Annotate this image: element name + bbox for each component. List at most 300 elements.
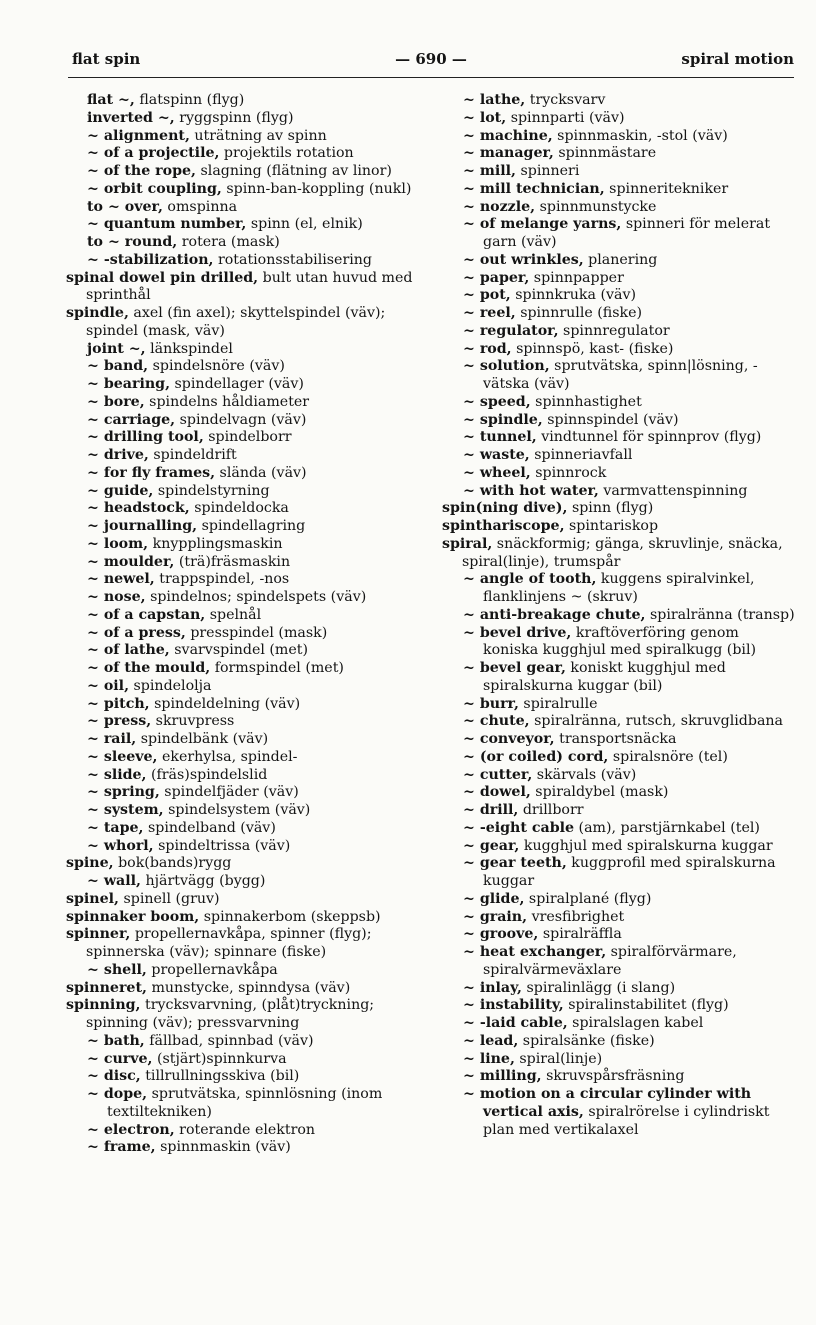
entry-definition: spinnparti (väv) bbox=[506, 109, 625, 126]
entry-headword: bath, bbox=[103, 1032, 145, 1049]
entry-prefix: ~ bbox=[463, 127, 480, 144]
entry-definition: spelnål bbox=[205, 606, 262, 623]
entry-definition: trappspindel, -nos bbox=[154, 571, 290, 588]
dictionary-entry bbox=[87, 571, 418, 589]
entry-prefix: ~ bbox=[463, 624, 480, 641]
dictionary-entry bbox=[87, 589, 418, 607]
entry-definition: spiralsänke (fiske) bbox=[518, 1032, 655, 1049]
entry-definition: ekerhylsa, spindel- bbox=[157, 748, 298, 765]
entry-definition: transportsnäcka bbox=[554, 731, 677, 747]
entry-headword: conveyor, bbox=[479, 731, 555, 747]
dictionary-entry bbox=[66, 305, 418, 341]
entry-headword: for fly frames, bbox=[103, 464, 216, 481]
dictionary-entry bbox=[87, 660, 418, 678]
entry-prefix: ~ bbox=[87, 1121, 104, 1138]
dictionary-entry bbox=[87, 199, 418, 217]
entry-prefix: ~ bbox=[463, 997, 480, 1014]
dictionary-entry bbox=[87, 447, 418, 465]
dictionary-entry bbox=[87, 749, 418, 767]
entry-definition: knypplingsmaskin bbox=[148, 535, 283, 552]
entry-headword: bore, bbox=[103, 393, 145, 410]
entry-definition: projektils rotation bbox=[219, 145, 354, 162]
entry-prefix: ~ bbox=[87, 731, 104, 747]
dictionary-entry bbox=[463, 625, 796, 661]
entry-prefix: ~ bbox=[87, 163, 104, 179]
dictionary-entry bbox=[87, 483, 418, 501]
entry-definition: spintariskop bbox=[564, 518, 659, 534]
entry-headword: tape, bbox=[103, 819, 144, 836]
entry-definition: trycksvarv bbox=[525, 92, 606, 108]
dictionary-entry bbox=[87, 341, 418, 359]
entry-definition: trycksvarvning, (plåt)tryckning; spinning (väv); pressvarvning bbox=[86, 997, 375, 1031]
entry-prefix: ~ bbox=[463, 695, 480, 712]
dictionary-entry bbox=[463, 287, 796, 305]
entry-headword: paper, bbox=[479, 269, 530, 286]
entry-headword: spinning, bbox=[66, 997, 141, 1014]
dictionary-entry bbox=[442, 518, 796, 536]
dictionary-entry bbox=[87, 802, 418, 820]
entry-definition: kraftöverföring genom koniska kugghjul med spiralkugg (bil) bbox=[483, 624, 757, 659]
entry-definition: spindelolja bbox=[129, 677, 212, 694]
entry-prefix: ~ bbox=[463, 145, 480, 162]
entry-definition: spiralränna, rutsch, skruvglidbana bbox=[529, 713, 783, 730]
entry-headword: rail, bbox=[103, 731, 137, 747]
dictionary-entry bbox=[463, 358, 796, 394]
entry-prefix: ~ bbox=[87, 589, 104, 605]
dictionary-entry bbox=[87, 554, 418, 572]
dictionary-entry bbox=[87, 394, 418, 412]
dictionary-entry bbox=[463, 447, 796, 465]
entry-definition: hjärtvägg (bygg) bbox=[140, 873, 266, 889]
entry-headword: spin(ning dive), bbox=[442, 500, 568, 517]
dictionary-entry bbox=[463, 252, 796, 270]
dictionary-entry bbox=[66, 909, 418, 927]
entry-prefix: ~ bbox=[463, 322, 480, 339]
dictionary-entry bbox=[87, 1033, 418, 1051]
entry-definition: rotera (mask) bbox=[177, 234, 280, 250]
entry-headword: electron, bbox=[103, 1121, 175, 1138]
entry-definition: spindelbänk (väv) bbox=[136, 731, 269, 747]
dictionary-entry bbox=[463, 855, 796, 891]
entry-definition: vresfibrighet bbox=[527, 908, 625, 925]
dictionary-entry bbox=[463, 891, 796, 909]
entry-prefix: ~ bbox=[87, 873, 104, 889]
entry-definition: spiral(linje) bbox=[514, 1050, 603, 1067]
entry-definition: spindelsnöre (väv) bbox=[148, 358, 285, 375]
dictionary-entry bbox=[87, 234, 418, 252]
entry-headword: loom, bbox=[103, 535, 149, 552]
entry-headword: flat ~, bbox=[87, 92, 135, 108]
entry-definition: spindelsystem (väv) bbox=[163, 802, 311, 818]
entry-prefix: ~ bbox=[87, 571, 104, 588]
entry-prefix: ~ bbox=[463, 890, 480, 907]
dictionary-entry bbox=[463, 731, 796, 749]
entry-headword: dowel, bbox=[479, 784, 531, 801]
entry-prefix: ~ bbox=[463, 393, 480, 410]
entry-prefix: ~ bbox=[463, 1086, 480, 1102]
dictionary-entry bbox=[87, 1068, 418, 1086]
entry-definition: (trä)fräsmaskin bbox=[174, 553, 291, 570]
entry-prefix: ~ bbox=[87, 411, 104, 428]
entry-definition: drillborr bbox=[518, 802, 584, 818]
entry-definition: spinn (el, elnik) bbox=[246, 216, 363, 233]
dictionary-entry bbox=[87, 784, 418, 802]
dictionary-entry bbox=[463, 1068, 796, 1086]
entry-definition: flatspinn (flyg) bbox=[134, 92, 245, 108]
entry-prefix: ~ bbox=[463, 979, 480, 996]
entry-definition: snäckformig; gänga, skruvlinje, snäcka, spiral(linje), trumspår bbox=[462, 535, 783, 570]
entry-definition: spiralplané (flyg) bbox=[524, 890, 652, 907]
entry-definition: spinnakerbom (skeppsb) bbox=[199, 908, 381, 925]
dictionary-entry bbox=[87, 465, 418, 483]
entry-definition: spindeldelning (väv) bbox=[149, 695, 301, 712]
entry-prefix: ~ bbox=[463, 571, 480, 588]
entry-headword: spine, bbox=[66, 855, 114, 872]
entry-definition: spindeldrift bbox=[148, 447, 237, 463]
entry-headword: of lathe, bbox=[103, 642, 170, 659]
entry-definition: spinn (flyg) bbox=[567, 500, 654, 517]
entry-headword: round, bbox=[124, 234, 178, 250]
entry-headword: burr, bbox=[479, 695, 519, 712]
dictionary-entry bbox=[66, 891, 418, 909]
entry-definition: spinnspö, kast- (fiske) bbox=[511, 340, 674, 357]
dictionary-entry bbox=[463, 784, 796, 802]
entry-prefix: ~ bbox=[463, 251, 480, 268]
dictionary-entry bbox=[463, 92, 796, 110]
entry-prefix: ~ bbox=[463, 926, 480, 943]
entry-definition: sprutvätska, spinn|lösning, -vätska (väv) bbox=[483, 358, 758, 392]
entry-headword: of melange yarns, bbox=[479, 216, 622, 233]
entry-headword: nozzle, bbox=[479, 198, 536, 215]
entry-prefix: ~ bbox=[463, 429, 480, 446]
entry-prefix: ~ bbox=[463, 180, 480, 197]
entry-definition: spinn-ban-koppling (nukl) bbox=[221, 180, 412, 197]
dictionary-entry bbox=[463, 145, 796, 163]
entry-headword: -stabilization, bbox=[103, 251, 214, 268]
entry-definition: planering bbox=[583, 251, 658, 268]
entry-headword: alignment, bbox=[103, 127, 190, 144]
entry-prefix: ~ bbox=[87, 145, 104, 162]
entry-headword: curve, bbox=[103, 1050, 153, 1067]
entry-headword: machine, bbox=[479, 127, 553, 144]
dictionary-entry bbox=[463, 128, 796, 146]
entry-prefix: ~ bbox=[463, 305, 480, 321]
dictionary-entry bbox=[87, 92, 418, 110]
entry-headword: gear, bbox=[479, 837, 520, 854]
entry-headword: shell, bbox=[103, 961, 147, 978]
dictionary-entry bbox=[463, 394, 796, 412]
dictionary-entry bbox=[463, 341, 796, 359]
entry-headword: reel, bbox=[479, 305, 516, 321]
entry-headword: quantum number, bbox=[103, 216, 247, 233]
entry-headword: of a projectile, bbox=[103, 145, 220, 162]
entry-headword: oil, bbox=[103, 677, 130, 694]
entry-definition: spindeldocka bbox=[189, 500, 289, 517]
entry-definition: spiralinstabilitet (flyg) bbox=[563, 997, 729, 1014]
dictionary-entry bbox=[66, 855, 418, 873]
entry-headword: angle of tooth, bbox=[479, 571, 597, 588]
entry-definition: spinnspindel (väv) bbox=[542, 411, 679, 428]
entry-headword: spindle, bbox=[479, 411, 543, 428]
entry-definition: spiralslagen kabel bbox=[567, 1015, 704, 1031]
dictionary-entry bbox=[463, 465, 796, 483]
entry-prefix: ~ bbox=[463, 1050, 480, 1067]
dictionary-entry bbox=[66, 997, 418, 1033]
entry-headword: whorl, bbox=[103, 837, 154, 854]
entry-prefix: ~ bbox=[87, 1068, 104, 1085]
entry-definition: rotationsstabilisering bbox=[213, 251, 372, 268]
entry-prefix: ~ bbox=[463, 908, 480, 925]
entry-definition: varmvattenspinning bbox=[598, 482, 748, 499]
entry-definition: spindelband (väv) bbox=[143, 819, 276, 836]
entry-headword: (or coiled) cord, bbox=[479, 748, 609, 765]
entry-headword: drive, bbox=[103, 447, 149, 463]
dictionary-entry bbox=[87, 625, 418, 643]
entry-headword: anti-breakage chute, bbox=[479, 606, 646, 623]
entry-prefix: ~ bbox=[463, 802, 480, 818]
page-header bbox=[68, 50, 794, 74]
entry-definition: uträtning av spinn bbox=[189, 127, 327, 144]
dictionary-entry bbox=[87, 642, 418, 660]
entry-prefix: ~ bbox=[87, 606, 104, 623]
dictionary-entry bbox=[87, 518, 418, 536]
entry-prefix: ~ bbox=[463, 819, 480, 836]
entry-definition: slända (väv) bbox=[215, 464, 307, 481]
entry-definition: spindelstyrning bbox=[153, 482, 270, 499]
entry-prefix: ~ bbox=[87, 748, 104, 765]
dictionary-entry bbox=[442, 500, 796, 518]
entry-headword: groove, bbox=[479, 926, 539, 943]
entry-prefix: ~ bbox=[87, 802, 104, 818]
entry-headword: motion on a circular cylinder with vertical axis, bbox=[479, 1086, 752, 1120]
entry-headword: journalling, bbox=[103, 518, 198, 534]
entry-definition: munstycke, spinndysa (väv) bbox=[146, 979, 351, 996]
entry-headword: waste, bbox=[479, 447, 530, 463]
dictionary-entry bbox=[463, 110, 796, 128]
entry-headword: chute, bbox=[479, 713, 530, 730]
dictionary-entry bbox=[463, 749, 796, 767]
entry-prefix: ~ bbox=[463, 198, 480, 215]
dictionary-entry bbox=[87, 1051, 418, 1069]
entry-prefix: ~ bbox=[463, 660, 480, 676]
entry-prefix: ~ bbox=[87, 784, 104, 801]
entry-definition: spinnmunstycke bbox=[535, 198, 657, 215]
entry-definition: spiralrörelse i cylindriskt plan med vertikalaxel bbox=[483, 1103, 770, 1138]
dictionary-entry bbox=[463, 571, 796, 607]
entry-prefix: ~ bbox=[87, 447, 104, 463]
entry-definition: formspindel (met) bbox=[210, 660, 344, 676]
dictionary-entry bbox=[463, 767, 796, 785]
dictionary-entry bbox=[87, 1122, 418, 1140]
dictionary-entry bbox=[463, 802, 796, 820]
entry-headword: of a press, bbox=[103, 624, 186, 641]
entry-headword: press, bbox=[103, 713, 152, 730]
entry-headword: manager, bbox=[479, 145, 554, 162]
entry-headword: moulder, bbox=[103, 553, 175, 570]
dictionary-entry bbox=[66, 926, 418, 962]
left-column bbox=[66, 92, 418, 1157]
dictionary-entry bbox=[87, 607, 418, 625]
entry-headword: spinel, bbox=[66, 890, 119, 907]
entry-definition: spinell (gruv) bbox=[118, 890, 220, 907]
running-head-left: flat spin bbox=[72, 50, 141, 68]
entry-headword: inverted ~, bbox=[87, 109, 175, 126]
entry-definition: spinnrulle (fiske) bbox=[515, 305, 643, 321]
entry-definition: tillrullningsskiva (bil) bbox=[140, 1068, 300, 1085]
dictionary-entry bbox=[87, 1086, 418, 1122]
entry-definition: kuggprofil med spiralskurna kuggar bbox=[483, 855, 776, 889]
entry-prefix: ~ bbox=[87, 358, 104, 375]
entry-headword: lead, bbox=[479, 1032, 519, 1049]
entry-headword: spinthariscope, bbox=[442, 518, 565, 534]
entry-headword: wall, bbox=[103, 873, 141, 889]
entry-headword: system, bbox=[103, 802, 164, 818]
entry-definition: spinneriavfall bbox=[529, 447, 633, 463]
entry-headword: tunnel, bbox=[479, 429, 537, 446]
dictionary-entry bbox=[87, 145, 418, 163]
entry-headword: drill, bbox=[479, 802, 519, 818]
entry-headword: spindle, bbox=[66, 305, 129, 321]
entry-prefix: ~ bbox=[463, 713, 480, 730]
entry-prefix: ~ bbox=[463, 1015, 480, 1031]
entry-definition: spinnhastighet bbox=[530, 393, 642, 410]
entry-headword: spinner, bbox=[66, 926, 131, 943]
dictionary-entry bbox=[87, 696, 418, 714]
entry-headword: disc, bbox=[103, 1068, 141, 1085]
entry-prefix: ~ bbox=[463, 482, 480, 499]
entry-prefix: ~ bbox=[463, 837, 480, 854]
entry-definition: propellernavkåpa, spinner (flyg); spinnerska (väv); spinnare (fiske) bbox=[86, 926, 372, 960]
entry-definition: spiralräffla bbox=[538, 926, 622, 943]
entry-headword: of the rope, bbox=[103, 163, 196, 179]
entry-headword: glide, bbox=[479, 890, 525, 907]
entry-definition: slagning (flätning av linor) bbox=[196, 163, 392, 179]
entry-definition: (fräs)spindelslid bbox=[146, 766, 268, 783]
entry-prefix: ~ bbox=[463, 340, 480, 357]
entry-definition: spinnregulator bbox=[558, 322, 670, 339]
dictionary-entry bbox=[463, 696, 796, 714]
entry-headword: slide, bbox=[103, 766, 147, 783]
entry-prefix: ~ bbox=[87, 677, 104, 694]
entry-headword: solution, bbox=[479, 358, 550, 375]
entry-prefix: ~ bbox=[87, 1139, 104, 1156]
entry-prefix: ~ bbox=[463, 784, 480, 801]
entry-prefix: to ~ bbox=[87, 198, 125, 215]
entry-prefix: ~ bbox=[87, 518, 104, 534]
entry-headword: mill technician, bbox=[479, 180, 605, 197]
entry-headword: instability, bbox=[479, 997, 564, 1014]
entry-headword: lot, bbox=[479, 109, 507, 126]
entry-prefix: ~ bbox=[463, 447, 480, 463]
entry-headword: regulator, bbox=[479, 322, 559, 339]
entry-definition: vindtunnel för spinnprov (flyg) bbox=[536, 429, 762, 446]
dictionary-entry bbox=[87, 252, 418, 270]
entry-definition: spinnmästare bbox=[553, 145, 657, 162]
entry-headword: newel, bbox=[103, 571, 155, 588]
entry-definition: (am), parstjärnkabel (tel) bbox=[574, 819, 760, 836]
dictionary-entry bbox=[463, 1015, 796, 1033]
dictionary-entry bbox=[442, 536, 796, 572]
entry-headword: -eight cable bbox=[479, 819, 575, 836]
entry-prefix: ~ bbox=[463, 464, 480, 481]
dictionary-entry bbox=[463, 909, 796, 927]
dictionary-entry bbox=[87, 731, 418, 749]
dictionary-entry bbox=[463, 181, 796, 199]
entry-prefix: ~ bbox=[87, 429, 104, 446]
entry-prefix: ~ bbox=[87, 819, 104, 836]
entry-prefix: ~ bbox=[87, 961, 104, 978]
dictionary-entry bbox=[87, 163, 418, 181]
entry-definition: spinnmaskin (väv) bbox=[155, 1139, 291, 1156]
dictionary-entry bbox=[66, 980, 418, 998]
entry-prefix: ~ bbox=[87, 251, 104, 268]
dictionary-entry bbox=[463, 607, 796, 625]
dictionary-entry bbox=[87, 873, 418, 891]
entry-headword: sleeve, bbox=[103, 748, 158, 765]
entry-prefix: ~ bbox=[463, 269, 480, 286]
entry-headword: with hot water, bbox=[479, 482, 599, 499]
entry-headword: carriage, bbox=[103, 411, 176, 428]
entry-definition: omspinna bbox=[162, 198, 238, 215]
entry-headword: headstock, bbox=[103, 500, 190, 517]
dictionary-entry bbox=[463, 838, 796, 856]
entry-headword: spinnaker boom, bbox=[66, 908, 200, 925]
running-head-right: spiral motion bbox=[681, 50, 794, 68]
dictionary-entry bbox=[463, 660, 796, 696]
entry-definition: fällbad, spinnbad (väv) bbox=[144, 1032, 314, 1049]
dictionary-entry bbox=[463, 305, 796, 323]
entry-definition: spindeltrissa (väv) bbox=[153, 837, 291, 854]
dictionary-entry bbox=[463, 1051, 796, 1069]
entry-definition: spindellager (väv) bbox=[170, 376, 304, 392]
dictionary-entry bbox=[463, 216, 796, 252]
entry-headword: bevel drive, bbox=[479, 624, 572, 641]
dictionary-entry bbox=[66, 270, 418, 306]
entry-headword: guide, bbox=[103, 482, 154, 499]
entry-definition: roterande elektron bbox=[174, 1121, 316, 1138]
entry-definition: spindelnos; spindelspets (väv) bbox=[145, 589, 367, 605]
entry-headword: bevel gear, bbox=[479, 660, 566, 676]
entry-prefix: ~ bbox=[463, 287, 480, 304]
entry-headword: of a capstan, bbox=[103, 606, 206, 623]
entry-headword: joint ~, bbox=[87, 340, 146, 357]
entry-definition: koniskt kugghjul med spiralskurna kuggar (bil) bbox=[483, 660, 726, 694]
entry-prefix: ~ bbox=[463, 109, 480, 126]
dictionary-entry bbox=[87, 1139, 418, 1157]
entry-definition: spinnkruka (väv) bbox=[510, 287, 637, 304]
entry-prefix: ~ bbox=[87, 1050, 104, 1067]
entry-prefix: ~ bbox=[87, 500, 104, 517]
entry-prefix: ~ bbox=[87, 766, 104, 783]
entry-headword: wheel, bbox=[479, 464, 531, 481]
entry-definition: spiralsnöre (tel) bbox=[608, 748, 728, 765]
entry-headword: pitch, bbox=[103, 695, 150, 712]
entry-definition: bult utan huvud med sprinthål bbox=[86, 269, 413, 304]
entry-headword: spinneret, bbox=[66, 979, 147, 996]
entry-prefix: ~ bbox=[463, 766, 480, 783]
page-number: — 690 — bbox=[395, 50, 467, 68]
entry-definition: spindelns håldiameter bbox=[144, 393, 310, 410]
dictionary-entry bbox=[463, 483, 796, 501]
entry-prefix: ~ bbox=[87, 713, 104, 730]
entry-headword: mill, bbox=[479, 163, 516, 179]
entry-prefix: to ~ bbox=[87, 234, 125, 250]
dictionary-entry bbox=[87, 358, 418, 376]
entry-definition: spiralrulle bbox=[518, 695, 598, 712]
entry-prefix: ~ bbox=[87, 642, 104, 659]
entry-headword: out wrinkles, bbox=[479, 251, 584, 268]
entry-headword: frame, bbox=[103, 1139, 156, 1156]
